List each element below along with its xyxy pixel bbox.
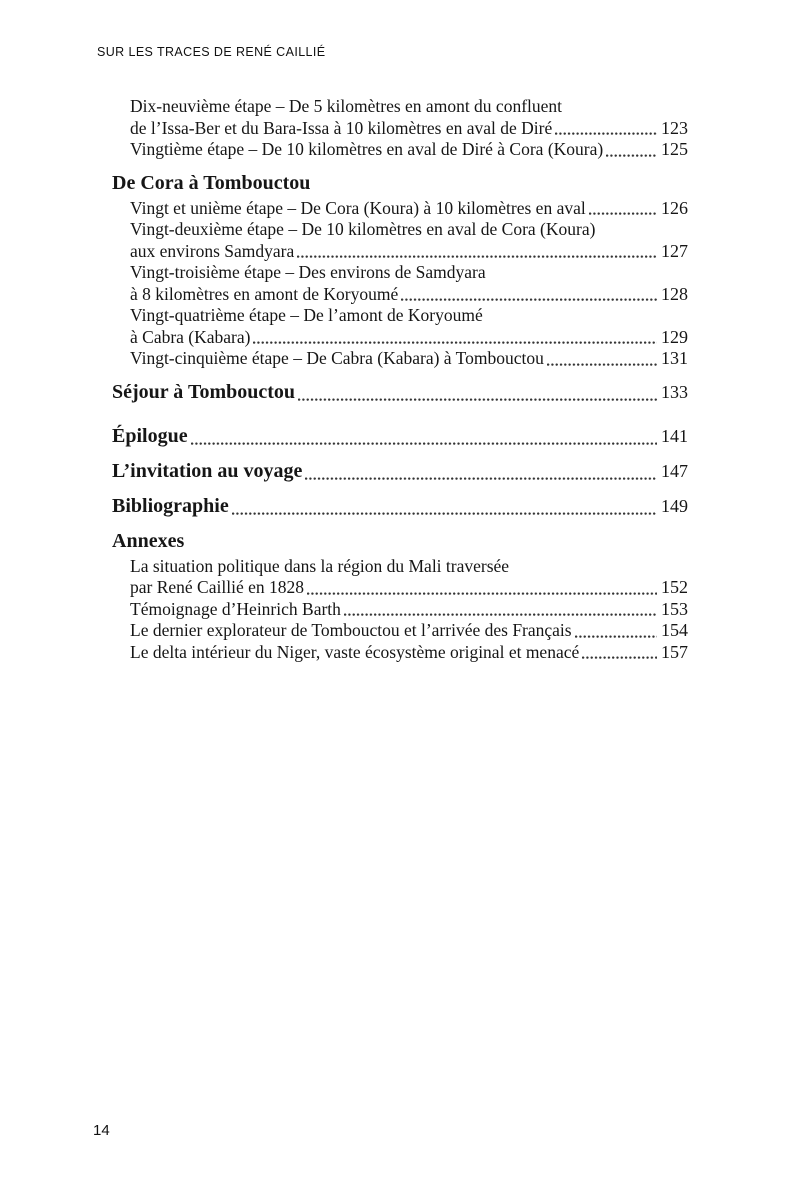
toc-entry-text: Vingt-cinquième étape – De Cabra (Kabara) à Tombouctou — [130, 348, 544, 368]
toc-entry-line — [112, 198, 688, 220]
toc-entry-text: à 8 kilomètres en amont de Koryoumé — [130, 283, 399, 304]
dot-leader — [547, 363, 657, 366]
toc-page-number: 129 — [661, 326, 688, 347]
dot-leader — [297, 255, 657, 258]
toc-entry-line — [112, 380, 688, 405]
toc-entry — [112, 642, 688, 664]
page-number: 14 — [93, 1122, 110, 1139]
dot-leader — [401, 298, 657, 301]
toc-page-number: 154 — [661, 620, 688, 640]
toc-page-number: 141 — [661, 425, 688, 446]
toc-entry-text: Épilogue — [112, 424, 188, 447]
dot-leader — [606, 154, 657, 157]
toc-entry — [112, 139, 688, 161]
dot-leader — [344, 613, 657, 616]
dot-leader — [307, 592, 657, 595]
toc-entry-line — [112, 262, 688, 284]
toc-entry — [112, 198, 688, 220]
toc-entry-line — [112, 139, 688, 161]
dot-leader — [582, 656, 657, 659]
toc-entry-line — [112, 620, 688, 642]
toc-entry-text: Témoignage d’Heinrich Barth — [130, 598, 341, 619]
toc-page-number: 128 — [661, 283, 688, 304]
toc-entry-text: Bibliographie — [112, 494, 229, 517]
toc-page-number: 133 — [661, 381, 688, 402]
toc-entry — [112, 424, 688, 449]
toc-entry-text: Séjour à Tombouctou — [112, 380, 296, 403]
toc-entry-line — [112, 327, 688, 349]
toc-entry-line — [112, 348, 688, 370]
toc-entry — [112, 529, 688, 554]
running-header: SUR LES TRACES DE RENÉ CAILLIÉ — [97, 45, 326, 59]
toc-entry-text: Vingtième étape – De 10 kilomètres en aval de Diré à Cora (Koura) — [130, 139, 604, 159]
toc-entry — [112, 459, 688, 484]
dot-leader — [253, 341, 657, 344]
toc-entry — [112, 556, 688, 599]
toc-page-number: 149 — [661, 495, 688, 516]
toc-entry-line — [112, 96, 688, 118]
toc-page-number: 152 — [661, 577, 688, 597]
toc-entry-line — [112, 305, 688, 327]
dot-leader — [298, 398, 657, 401]
toc-entry-text: Le dernier explorateur de Tombouctou et l’arrivée des Français — [130, 620, 572, 640]
toc-entry-text: à Cabra (Kabara) — [130, 326, 251, 347]
toc-page-number: 153 — [661, 598, 688, 619]
toc-entry-text: Annexes — [112, 529, 185, 552]
toc-list — [112, 96, 688, 663]
dot-leader — [232, 512, 657, 515]
toc-entry — [112, 599, 688, 621]
toc-page-number: 127 — [661, 240, 688, 261]
toc-entry-text: Vingt-troisième étape – Des environs de Samdyara — [130, 262, 486, 282]
toc-entry-text: Le delta intérieur du Niger, vaste écosystème original et menacé — [130, 641, 580, 662]
toc-entry-text: L’invitation au voyage — [112, 459, 303, 482]
toc-entry-text: Vingt et unième étape – De Cora (Koura) à 10 kilomètres en aval — [130, 197, 586, 218]
dot-leader — [305, 477, 657, 480]
toc-entry-text: Dix-neuvième étape – De 5 kilomètres en amont du confluent — [130, 96, 563, 116]
toc-entry — [112, 171, 688, 196]
toc-entry-line — [112, 424, 688, 449]
toc-entry-text: Vingt-quatrième étape – De l’amont de Koryoumé — [130, 305, 483, 325]
toc-entry-line — [112, 529, 688, 554]
toc-entry-line — [112, 599, 688, 621]
toc-entry-line — [112, 459, 688, 484]
toc-entry-text: de l’Issa-Ber et du Bara-Issa à 10 kilomètres en aval de Diré — [130, 117, 553, 138]
dot-leader — [191, 442, 657, 445]
toc-entry-line — [112, 284, 688, 306]
toc-entry — [112, 219, 688, 262]
dot-leader — [589, 212, 657, 215]
toc-page-number: 123 — [661, 117, 688, 138]
toc-page-number: 157 — [661, 641, 688, 662]
toc-page-number: 131 — [661, 348, 688, 368]
toc-entry — [112, 305, 688, 348]
toc-entry-line — [112, 171, 688, 196]
toc-page-number: 125 — [661, 139, 688, 159]
toc-entry-text: par René Caillié en 1828 — [130, 577, 304, 597]
toc-entry-text: Vingt-deuxième étape – De 10 kilomètres en aval de Cora (Koura) — [130, 219, 596, 239]
toc-entry — [112, 262, 688, 305]
toc-page-number: 126 — [661, 197, 688, 218]
toc-entry-line — [112, 241, 688, 263]
toc-entry-line — [112, 494, 688, 519]
toc-entry — [112, 620, 688, 642]
toc-entry-line — [112, 577, 688, 599]
toc-entry — [112, 96, 688, 139]
toc-entry — [112, 380, 688, 405]
toc-entry-line — [112, 219, 688, 241]
toc-entry — [112, 348, 688, 370]
toc-entry-text: La situation politique dans la région du Mali traversée — [130, 555, 510, 576]
toc-entry-line — [112, 118, 688, 140]
dot-leader — [575, 635, 657, 638]
toc-entry-text: De Cora à Tombouctou — [112, 171, 311, 194]
toc-entry — [112, 494, 688, 519]
toc-entry-text: aux environs Samdyara — [130, 240, 295, 261]
toc-page-number: 147 — [661, 460, 688, 481]
dot-leader — [555, 132, 657, 135]
toc-entry-line — [112, 556, 688, 578]
toc-entry-line — [112, 642, 688, 664]
